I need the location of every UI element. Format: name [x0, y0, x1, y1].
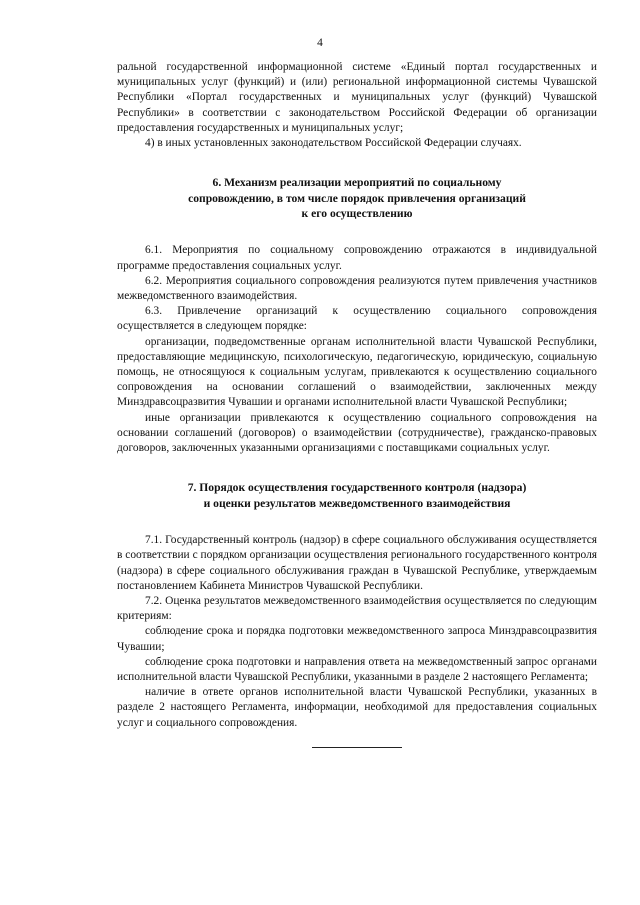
paragraph-intro-continuation: ральной государственной информационной системе «Единый портал государственных и муниципальных услуг (функций) и (или) региональной информационной системы Чувашской Республики «Портал государственных и муниципальных услуг (функций) Чувашской Республики» в соответствии с законодательством Российской Федерации об организации предоставления государственных и муниципальных услуг;: [117, 61, 597, 134]
page-number: 4: [317, 37, 323, 49]
section-6-heading-line: к его осуществлению: [301, 207, 413, 221]
paragraph-intro-item-4: 4) в иных установленных законодательством Российской Федерации случаях.: [145, 137, 522, 150]
end-divider: [312, 747, 402, 748]
section-6-heading: [117, 175, 597, 221]
paragraph-7-2-criterion-3: наличие в ответе органов исполнительной власти Чувашской Республики, указанных в разделе 2 настоящего Регламента, информации, необходимой для предоставления социальных услуг и социального сопровождения.: [117, 686, 597, 729]
paragraph-7-2: 7.2. Оценка результатов межведомственного взаимодействия осуществляется по следующим критериям:: [117, 594, 597, 623]
paragraph-6-3-other-organizations: иные организации привлекаются к осуществлению социального сопровождения на основании соглашений (договоров) о взаимодействии (сотрудничестве), гражданско-правовых договоров, заключенных указанными организациями с поставщиками социальных услуг.: [117, 411, 597, 455]
paragraph-6-1: 6.1. Мероприятия по социальному сопровождению отражаются в индивидуальной программе предоставления социальных услуг.: [117, 244, 597, 272]
document-body: [117, 60, 597, 748]
section-6-heading-line: 6. Механизм реализации мероприятий по социальному: [212, 176, 502, 190]
paragraph-6-3: 6.3. Привлечение организаций к осуществлению социального сопровождения осуществляется в следующем порядке:: [117, 305, 597, 333]
paragraph-6-3-organizations: организации, подведомственные органам исполнительной власти Чувашской Республики, предоставляющие медицинскую, психологическую, педагогическую, юридическую, социальную помощь, не относящуюся к социальным услугам, привлекаются к осуществлению социального сопровождения на основании соглашений о взаимодействии, заключенных между Минздравсоцразвития Чувашии и органами исполнительной власти Чувашской Республики;: [117, 335, 597, 409]
section-6-heading-line: сопровождению, в том числе порядок привлечения организаций: [188, 191, 526, 205]
paragraph-6-2: 6.2. Мероприятия социального сопровождения реализуются путем привлечения участников межведомственного взаимодействия.: [117, 274, 597, 303]
section-7-heading-line: и оценки результатов межведомственного взаимодействия: [203, 496, 511, 510]
paragraph-7-2-criterion-2: соблюдение срока подготовки и направления ответа на межведомственный запрос органами исполнительной власти Чувашской Республики, указанными в разделе 2 настоящего Регламента;: [117, 655, 597, 683]
paragraph-7-1: 7.1. Государственный контроль (надзор) в сфере социального обслуживания осуществляется в соответствии с порядком организации осуществления регионального государственного контроля (надзора) в сфере социального обслуживания граждан в Чувашской Республике, утверждаемым постановлением Кабинета Министров Чувашской Республики.: [117, 534, 597, 592]
section-7-heading: [117, 480, 597, 511]
paragraph-7-2-criterion-1: соблюдение срока и порядка подготовки межведомственного запроса Минздравсоцразвития Чувашии;: [117, 625, 597, 653]
section-7-heading-line: 7. Порядок осуществления государственного контроля (надзора): [187, 481, 527, 495]
